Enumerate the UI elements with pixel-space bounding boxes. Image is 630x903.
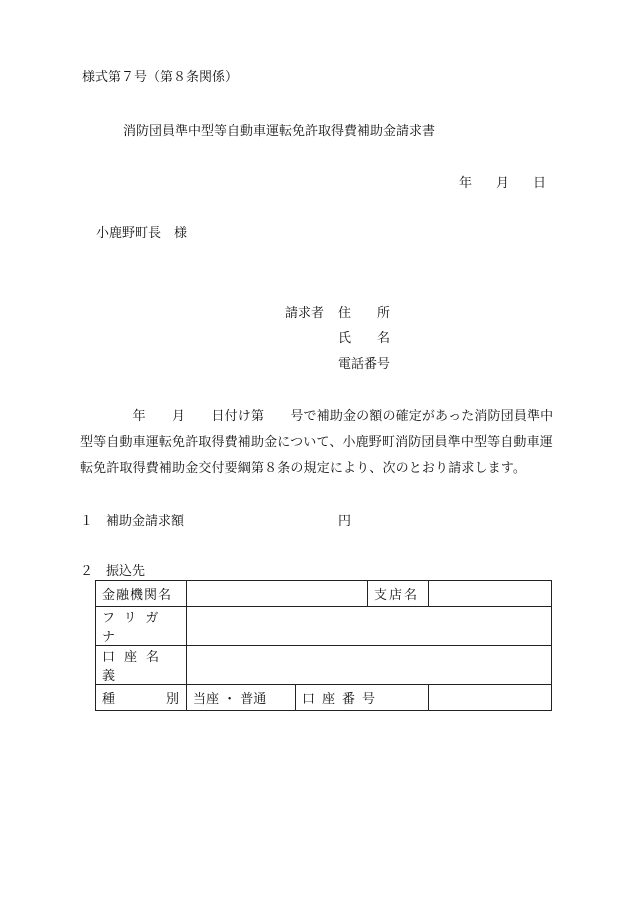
- request-body-text: 年 月 日付け第 号で補助金の額の確定があった消防団員準中型等自動車運転免許取得費補助金について、小鹿野町消防団員準中型等自動車運転免許取得費補助金交付要綱第８条の規定により、次のとおり請求します。: [80, 409, 554, 476]
- account-type-label: [96, 685, 187, 711]
- account-number-field[interactable]: [429, 685, 552, 711]
- furigana-label: フリガナ: [96, 607, 187, 646]
- account-type-label-b: 別: [165, 692, 180, 707]
- branch-name-label: 支店名: [368, 581, 429, 607]
- date-line: [459, 172, 546, 191]
- requester-name-label: 氏 名: [338, 331, 391, 346]
- claim-amount-unit: 円: [338, 514, 352, 529]
- form-number: 様式第７号（第８条関係）: [82, 70, 239, 85]
- table-row: [96, 685, 552, 711]
- document-title: 消防団員準中型等自動車運転免許取得費補助金請求書: [123, 124, 436, 139]
- claim-amount-label: １ 補助金請求額: [80, 514, 185, 529]
- account-number-label: 口座番号: [296, 685, 429, 711]
- table-row: [96, 607, 552, 646]
- bank-name-label: 金融機関名: [96, 581, 187, 607]
- date-day-label: 日: [533, 176, 547, 191]
- date-year-label: 年: [459, 176, 473, 191]
- account-holder-field[interactable]: [187, 646, 552, 685]
- date-month-label: 月: [496, 176, 510, 191]
- bank-transfer-table: [95, 580, 552, 711]
- transfer-destination-label: ２ 振込先: [80, 564, 146, 579]
- branch-name-field[interactable]: [429, 581, 552, 607]
- addressee: 小鹿野町長 様: [96, 226, 188, 241]
- furigana-field[interactable]: [187, 607, 552, 646]
- requester-address-label: 住 所: [338, 306, 391, 321]
- table-row: [96, 646, 552, 685]
- requester-label: 請求者: [285, 306, 325, 321]
- table-row: [96, 581, 552, 607]
- account-type-label-a: 種: [102, 692, 117, 707]
- account-holder-label: 口座名義: [96, 646, 187, 685]
- account-type-options[interactable]: 当座 ・ 普通: [187, 685, 296, 711]
- bank-name-field[interactable]: [187, 581, 368, 607]
- requester-phone-label: 電話番号: [338, 357, 391, 372]
